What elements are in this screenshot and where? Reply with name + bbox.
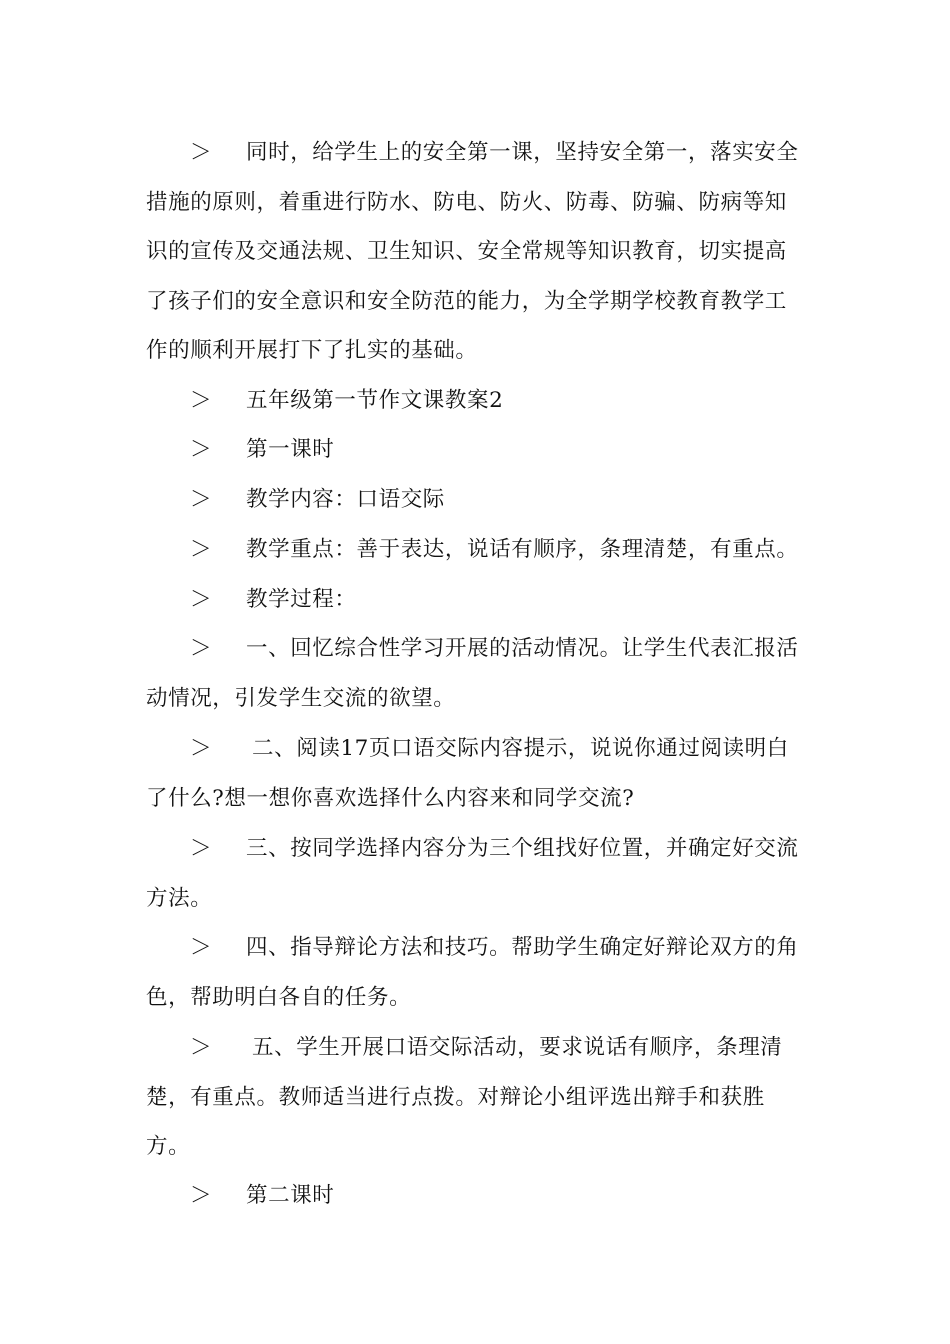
paragraph-text: 教学过程： (246, 587, 357, 612)
paragraph-first-period (146, 425, 806, 475)
bullet-marker-icon: ＞ (190, 140, 213, 165)
paragraph-text: 五、学生开展口语交际活动，要求说话有顺序，条理清楚，有重点。教师适当进行点拨。对辩论小组评选出辩手和获胜方。 (146, 1035, 783, 1159)
bullet-marker-icon: ＞ (190, 636, 213, 661)
paragraph-text: 三、按同学选择内容分为三个组找好位置，并确定好交流方法。 (146, 836, 799, 911)
paragraph-step-two (146, 724, 806, 823)
bullet-marker-icon: ＞ (190, 537, 213, 562)
bullet-marker-icon: ＞ (190, 836, 213, 861)
paragraph-safety-first-lesson (146, 128, 806, 376)
paragraph-step-five (146, 1023, 806, 1172)
bullet-marker-icon: ＞ (190, 388, 213, 413)
bullet-marker-icon: ＞ (190, 1035, 213, 1060)
paragraph-teaching-process (146, 575, 806, 625)
paragraph-text: 二、阅读17页口语交际内容提示，说说你通过阅读明白了什么?想一想你喜欢选择什么内容来和同学交流? (146, 736, 789, 811)
paragraph-text: 五年级第一节作文课教案2 (246, 388, 504, 413)
paragraph-text: 一、回忆综合性学习开展的活动情况。让学生代表汇报活动情况，引发学生交流的欲望。 (146, 636, 799, 711)
paragraph-step-three (146, 824, 806, 923)
bullet-marker-icon: ＞ (190, 437, 213, 462)
paragraph-text: 教学重点：善于表达，说话有顺序，条理清楚，有重点。 (246, 537, 799, 562)
bullet-marker-icon: ＞ (190, 736, 213, 761)
paragraph-text: 第一课时 (246, 437, 335, 462)
paragraph-teaching-content (146, 475, 806, 525)
paragraph-lesson-plan-title (146, 376, 806, 426)
paragraph-text: 教学内容：口语交际 (246, 487, 445, 512)
bullet-marker-icon: ＞ (190, 487, 213, 512)
paragraph-teaching-focus (146, 525, 806, 575)
bullet-marker-icon: ＞ (190, 587, 213, 612)
paragraph-text: 第二课时 (246, 1183, 335, 1208)
paragraph-text: 四、指导辩论方法和技巧。帮助学生确定好辩论双方的角色，帮助明白各自的任务。 (146, 935, 799, 1010)
paragraph-step-one (146, 624, 806, 723)
paragraph-text: 同时，给学生上的安全第一课，坚持安全第一，落实安全措施的原则，着重进行防水、防电、防火、防毒、防骗、防病等知识的宣传及交通法规、卫生知识、安全常规等知识教育，切实提高了孩子们的安全意识和安全防范的能力，为全学期学校教育教学工作的顺利开展打下了扎实的基础。 (146, 140, 799, 363)
bullet-marker-icon: ＞ (190, 935, 213, 960)
paragraph-second-period (146, 1171, 806, 1221)
paragraph-step-four (146, 923, 806, 1022)
bullet-marker-icon: ＞ (190, 1183, 213, 1208)
